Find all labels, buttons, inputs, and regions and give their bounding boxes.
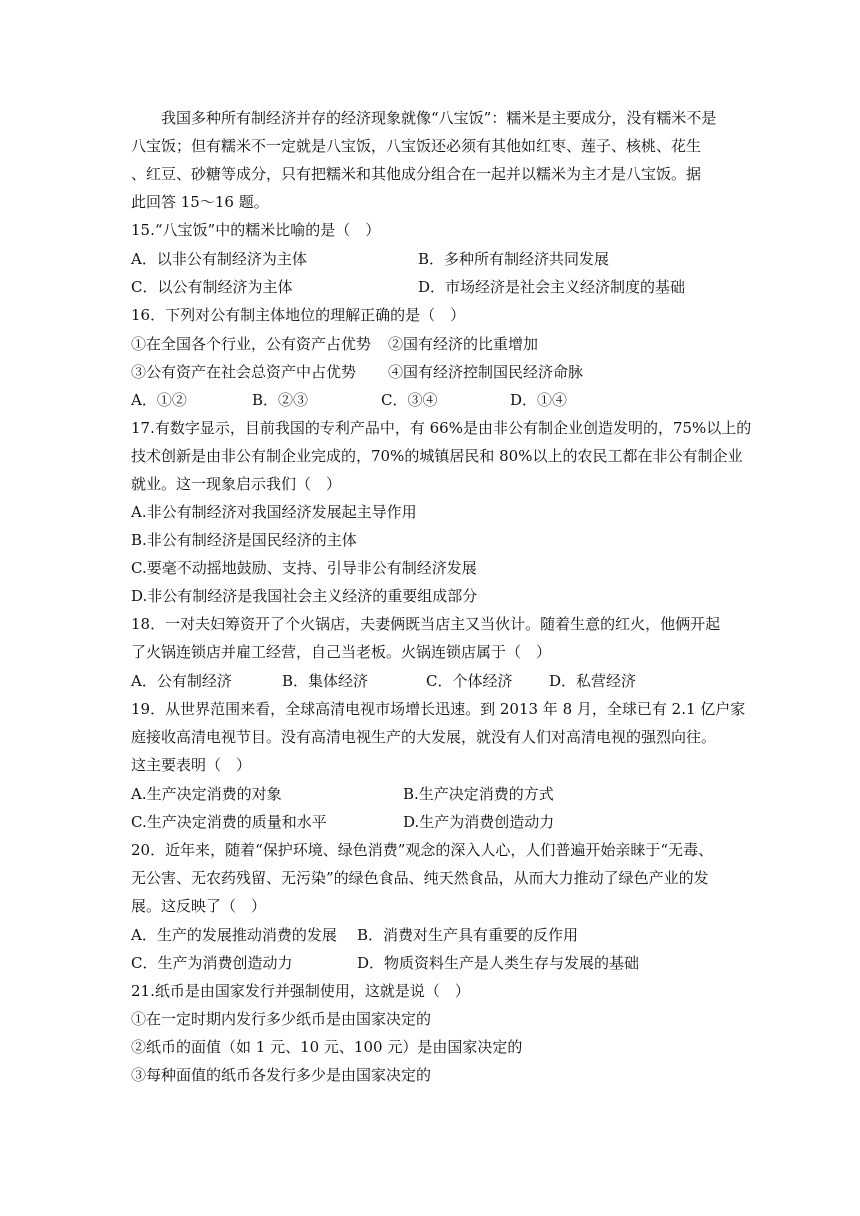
question-17-stem: 17.有数字显示，目前我国的专利产品中，有 66%是由非公有制企业创造发明的，75%以上的 — [131, 419, 752, 437]
q21-item-3: ③每种面值的纸币各发行多少是由国家决定的 — [131, 1066, 432, 1084]
q15-option-b: B．多种所有制经济共同发展 — [418, 250, 610, 268]
q20-option-a: A．生产的发展推动消费的发展 — [131, 926, 337, 944]
q18-option-b: B．集体经济 — [282, 672, 369, 690]
q17-option-d: D.非公有制经济是我国社会主义经济的重要组成部分 — [131, 587, 478, 605]
question-20-stem: 展。这反映了（ ） — [131, 897, 267, 915]
passage-line: 八宝饭；但有糯米不一定就是八宝饭，八宝饭还必须有其他如红枣、莲子、核桃、花生 — [131, 137, 702, 155]
question-19-stem: 庭接收高清电视节目。没有高清电视生产的大发展，就没有人们对高清电视的强烈向往。 — [131, 728, 717, 746]
q20-option-c: C．生产为消费创造动力 — [131, 954, 293, 972]
question-20-stem: 无公害、无农药残留、无污染”的绿色食品、纯天然食品，从而大力推动了绿色产业的发 — [131, 869, 709, 887]
q16-option-b: B．②③ — [252, 391, 309, 409]
q17-option-b: B.非公有制经济是国民经济的主体 — [131, 531, 357, 549]
q21-item-2: ②纸币的面值（如 1 元、10 元、100 元）是由国家决定的 — [131, 1038, 523, 1056]
passage-line: 此回答 15～16 题。 — [131, 193, 269, 211]
q19-option-c: C.生产决定消费的质量和水平 — [131, 813, 327, 831]
q15-option-d: D．市场经济是社会主义经济制度的基础 — [418, 278, 686, 296]
q16-item-4: ④国有经济控制国民经济命脉 — [388, 363, 584, 381]
q16-option-c: C．③④ — [381, 391, 438, 409]
q16-item-2: ②国有经济的比重增加 — [388, 335, 539, 353]
q17-option-a: A.非公有制经济对我国经济发展起主导作用 — [131, 503, 417, 521]
question-15-stem: 15.“八宝饭”中的糯米比喻的是（ ） — [131, 221, 381, 239]
q16-option-a: A．①② — [131, 391, 187, 409]
q16-option-d: D．①④ — [510, 391, 568, 409]
passage-line: 、红豆、砂糖等成分，只有把糯米和其他成分组合在一起并以糯米为主才是八宝饭。据 — [131, 165, 702, 183]
q15-option-a: A．以非公有制经济为主体 — [131, 250, 307, 268]
question-18-stem: 18．一对夫妇筹资开了个火锅店，夫妻俩既当店主又当伙计。随着生意的红火，他俩开起 — [131, 615, 721, 633]
q18-option-c: C．个体经济 — [426, 672, 513, 690]
q16-item-3: ③公有资产在社会总资产中占优势 — [131, 363, 357, 381]
passage-line: 我国多种所有制经济并存的经济现象就像“八宝饭”：糯米是主要成分，没有糯米不是 — [161, 109, 717, 127]
q15-option-c: C．以公有制经济为主体 — [131, 278, 293, 296]
q16-item-1: ①在全国各个行业，公有资产占优势 — [131, 335, 372, 353]
question-19-stem: 这主要表明（ ） — [131, 756, 252, 774]
question-18-stem: 了火锅连锁店并雇工经营，自己当老板。火锅连锁店属于（ ） — [131, 643, 552, 661]
q20-option-b: B．消费对生产具有重要的反作用 — [357, 926, 579, 944]
question-21-stem: 21.纸币是由国家发行并强制使用，这就是说（ ） — [131, 982, 470, 1000]
q19-option-b: B.生产决定消费的方式 — [403, 785, 554, 803]
q21-item-1: ①在一定时期内发行多少纸币是由国家决定的 — [131, 1010, 432, 1028]
q20-option-d: D．物质资料生产是人类生存与发展的基础 — [357, 954, 640, 972]
question-17-stem: 技术创新是由非公有制企业完成的，70%的城镇居民和 80%以上的农民工都在非公有制企业 — [131, 447, 743, 465]
q17-option-c: C.要毫不动摇地鼓励、支持、引导非公有制经济发展 — [131, 559, 477, 577]
q19-option-d: D.生产为消费创造动力 — [403, 813, 555, 831]
question-17-stem: 就业。这一现象启示我们（ ） — [131, 475, 342, 493]
question-20-stem: 20．近年来，随着“保护环境、绿色消费”观念的深入人心，人们普遍开始亲睐于“无毒、 — [131, 841, 714, 859]
q18-option-a: A．公有制经济 — [131, 672, 232, 690]
q19-option-a: A.生产决定消费的对象 — [131, 785, 282, 803]
question-16-stem: 16．下列对公有制主体地位的理解正确的是（ ） — [131, 306, 466, 324]
q18-option-d: D．私营经济 — [549, 672, 637, 690]
question-19-stem: 19．从世界范围来看，全球高清电视市场增长迅速。到 2013 年 8 月，全球已有 2.1 亿户家 — [131, 700, 746, 718]
